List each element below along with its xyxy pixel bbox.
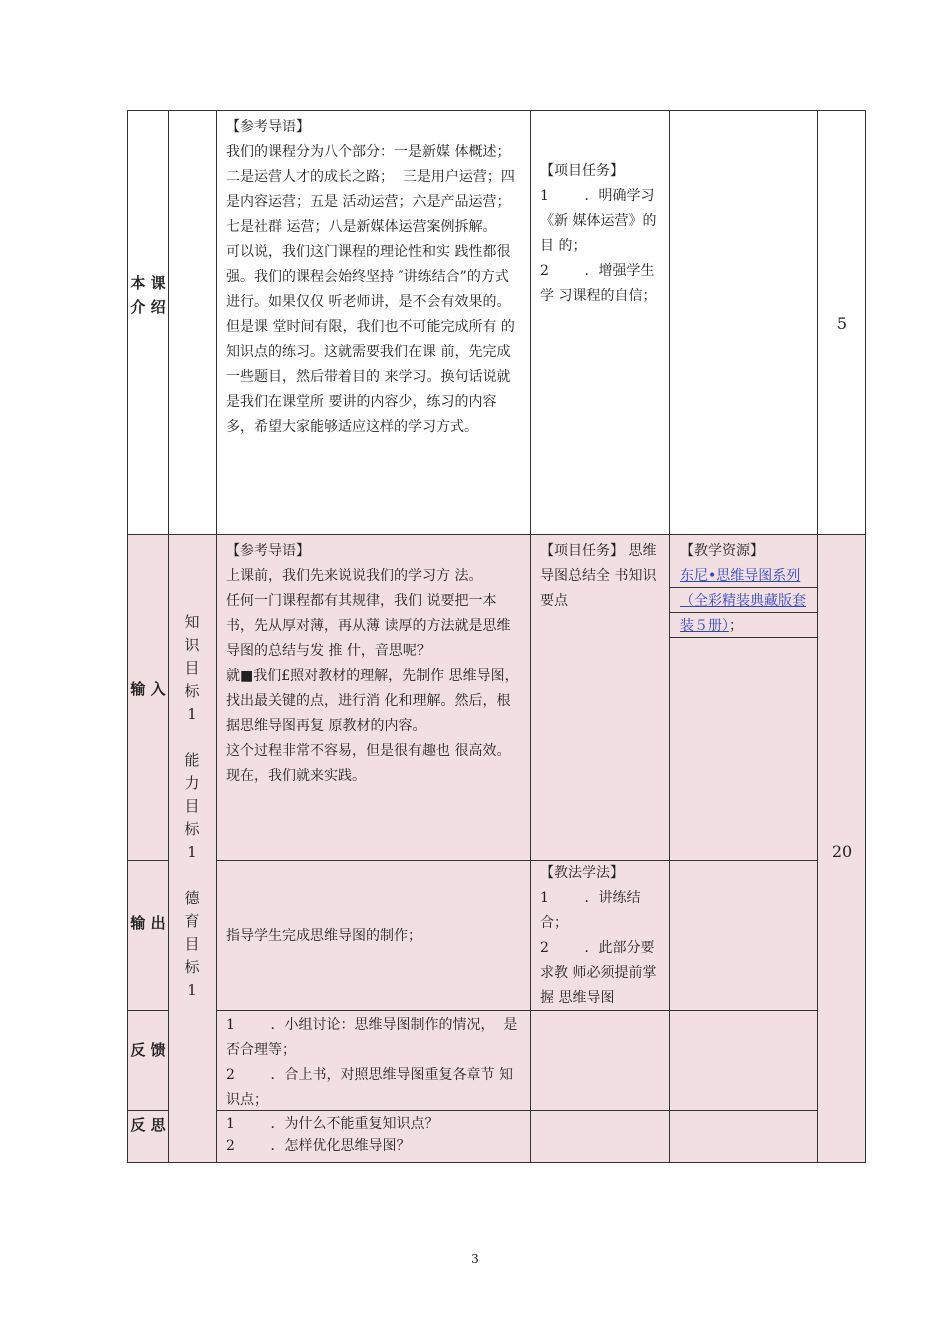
feedback-task-cell (530, 1010, 669, 1110)
page-number: 3 (471, 1252, 479, 1266)
resource-link[interactable]: 东尼•思维导图系列（全彩精装典藏版套装５册） (680, 568, 806, 634)
output-content-cell (216, 860, 530, 1010)
intro-minutes-cell (817, 110, 866, 534)
resource-line-2 (670, 612, 817, 613)
feedback-section-label: 反 馈 (130, 1041, 166, 1059)
intro-task-cell (530, 110, 669, 534)
intro-task-text: 【项目任务】 1 ．明确学习《新 媒体运营》的目 的； 2 ．增强学生学 习课程的自信； (540, 163, 657, 304)
output-section-cell (127, 860, 168, 1010)
lower-minutes-cell (817, 534, 866, 1163)
reflect-section-cell (127, 1110, 168, 1163)
output-method-text: 【教法学法】 1 ．讲练结合； 2 ．此部分要求教 师必须提前掌握 思维导图 (540, 865, 657, 1006)
output-method-cell (530, 860, 669, 1010)
intro-section-label: 本 课 介 绍 (130, 274, 166, 316)
intro-guide-text: 【参考导语】 我们的课程分为八个部分：一是新媒 体概述；二是运营人才的成长之路； 三是用户运营；四是内容运营；五是 活动运营；六是产品运营；七是社群 运营；八是新媒体运营案例拆解。 可以说，我们这门课程的理论性和实 践性都很强。我们的课程会始终坚持 ″讲练结合”的方式进行。如果仅仅 听老师讲，是不会有效果的。但是课 堂时间有限，我们也不可能完成所有 的知识点的练习。这就需要我们在课 前，先完成一些题目，然后带着目的 来学习。换句话说就是我们在课堂所 要讲的内容少，练习的内容多，希望大家能够适应这样的学习方式。 (226, 119, 515, 435)
input-section-label: 输 入 (130, 680, 166, 698)
input-section-cell (127, 534, 168, 860)
feedback-resource-cell (669, 1010, 817, 1110)
lower-minutes: 20 (831, 842, 853, 861)
reflect-section-label: 反 思 (130, 1116, 166, 1134)
objectives-cell (168, 534, 216, 1163)
lesson-plan-table (127, 110, 866, 1163)
resource-title: 【教学资源】 (680, 543, 764, 559)
input-guide-text: 【参考导语】 上课前，我们先来说说我们的学习方 法。 任何一门课程都有其规律，我们 说要把一本书，先从厚对薄，再从薄 读厚的方法就是思维导图的总结与发 推 什，音思呢？ 就■我们£照对教材的理解，先制作 思维导图，找出最关键的点，进行消 化和理解。然后，根据思维导图再复 原教材的内容。 这个过程非常不容易，但是很有趣也 很高效。现在，我们就来实践。 (226, 543, 519, 784)
output-resource-cell (669, 860, 817, 1010)
input-resource-cell (669, 534, 817, 860)
feedback-section-cell (127, 1010, 168, 1110)
reflect-task-cell (530, 1110, 669, 1163)
intro-resource-cell (669, 110, 817, 534)
output-content-text: 指导学生完成思维导图的制作； (226, 928, 422, 944)
intro-section-cell (127, 110, 168, 534)
input-task-text: 【项目任务】 思维导图总结全 书知识要点 (540, 543, 657, 609)
objectives-text: 知 识 目 标 1 能 力 目 标 1 德 育 目 标 1 (184, 613, 200, 999)
input-guide-cell (216, 534, 530, 860)
resource-line-1 (670, 587, 817, 588)
feedback-content-cell (216, 1010, 530, 1110)
input-task-cell (530, 534, 669, 860)
output-section-label: 输 出 (130, 914, 166, 932)
intro-guide-cell (216, 110, 530, 534)
intro-objective-cell (168, 110, 216, 534)
resource-suffix: ； (729, 618, 743, 634)
reflect-content-text: 1 ．为什么不能重复知识点？ 2 ．怎样优化思维导图？ (226, 1116, 439, 1154)
resource-line-3 (670, 637, 817, 638)
reflect-resource-cell (669, 1110, 817, 1163)
intro-minutes: 5 (836, 314, 848, 333)
feedback-content-text: 1 ．小组讨论：思维导图制作的情况， 是否合理等； 2 ．合上书，对照思维导图重复各章节 知识点； (226, 1017, 518, 1108)
reflect-content-cell (216, 1110, 530, 1163)
